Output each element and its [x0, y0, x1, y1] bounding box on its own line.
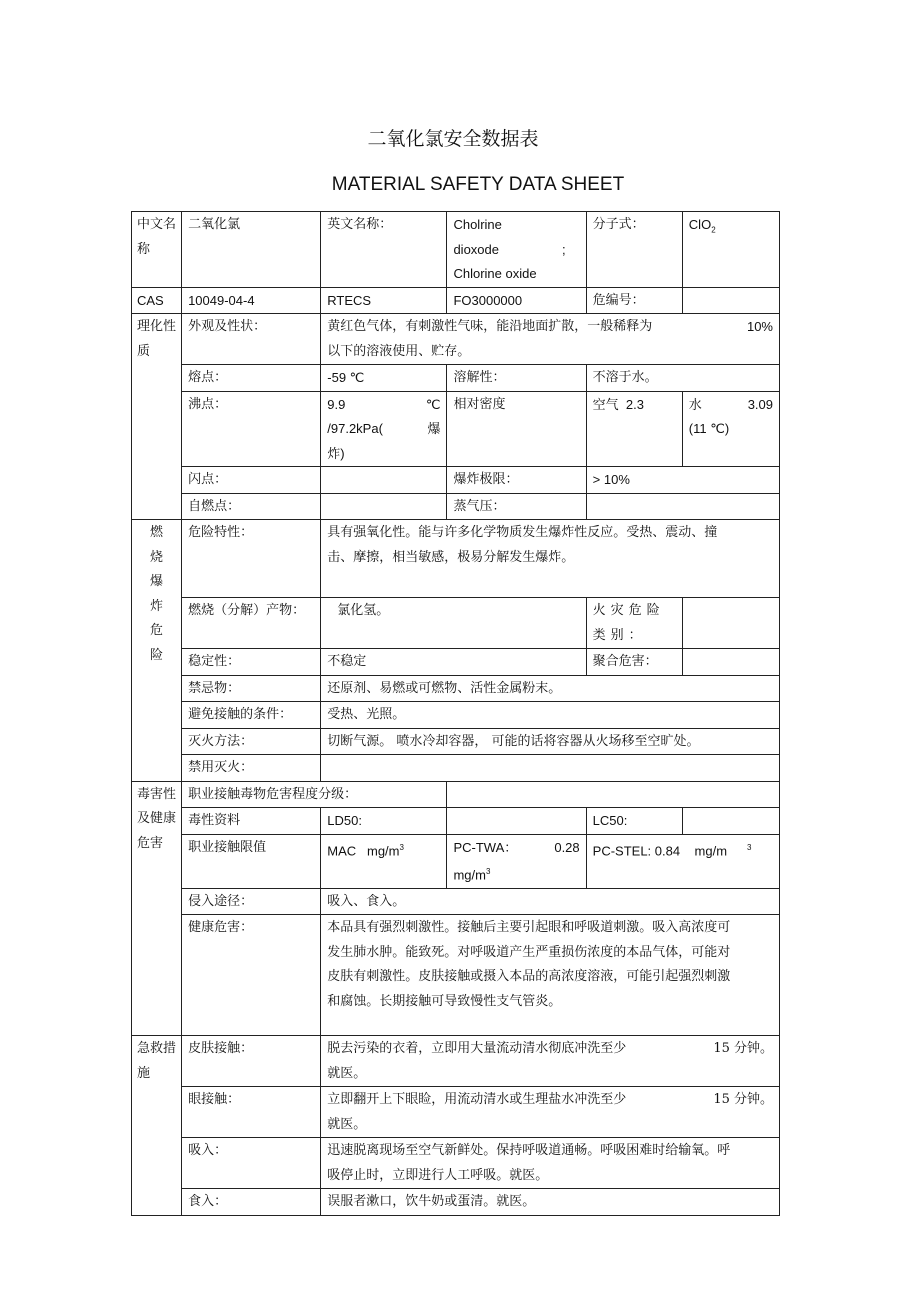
water-a: 水: [688, 396, 702, 412]
grade: [447, 781, 780, 808]
section-fire-char: 危: [150, 623, 164, 638]
document-title-en: MATERIAL SAFETY DATA SHEET: [331, 174, 625, 195]
skin-a: 脱去污染的衣着，立即用大量流动清水彻底冲洗至少: [327, 1041, 627, 1057]
table-row: [132, 1138, 780, 1189]
document-title-cn: 二氧化氯安全数据表: [367, 128, 539, 150]
bp-label: 沸点：: [182, 391, 321, 467]
forbidden-label: 禁用灭火：: [182, 755, 321, 782]
avoid-label: 避免接触的条件：: [182, 702, 321, 729]
en-name: [447, 212, 586, 288]
formula-label: 分子式：: [586, 212, 682, 288]
incompat-label: 禁忌物：: [182, 675, 321, 702]
fire-hazard-text: 具有强氧化性。能与许多化学物质发生爆炸性反应。受热、震动、撞击、摩擦，相当敏感，极易分解发生爆炸。: [327, 525, 718, 565]
eye-c: 就医。: [327, 1116, 367, 1132]
section-fire-char: 烧: [150, 549, 164, 565]
pcstel-sup: 3: [747, 842, 752, 852]
table-row: [132, 675, 780, 702]
rel-density-label: 相对密度: [447, 391, 586, 467]
table-row: [132, 888, 780, 915]
lc50-label: LC50:: [586, 808, 682, 835]
pctwa-c: mg/m: [453, 867, 486, 883]
vapor: [586, 493, 779, 520]
extinguish: 切断气源。 喷水冷却容器， 可能的话将容器从火场移至空旷处。: [321, 728, 780, 755]
table-row: [132, 834, 780, 888]
en-name-2: dioxode: [453, 241, 499, 257]
fire-class-label: 火灾危险类别：: [586, 598, 682, 649]
rtecs-label: RTECS: [321, 287, 447, 314]
vapor-label: 蒸气压：: [447, 493, 586, 520]
autoignition: [321, 493, 447, 520]
skin-b: 15 分钟。: [713, 1041, 773, 1057]
section-toxicity: 毒害性及健康危害: [132, 781, 182, 1036]
table-row: [132, 314, 780, 365]
oel-label: 职业接触限值: [182, 834, 321, 888]
health-text: 本品具有强烈刺激性。接触后主要引起眼和呼吸道刺激。吸入高浓度可发生肺水肿。能致死。对呼吸道产生严重损伤浓度的本品气体，可能对皮肤有刺激性。皮肤接触或摄入本品的高浓度溶液，可能引起强烈刺激和腐蚀。长期接触可导致慢性支气管炎。: [327, 920, 731, 1009]
formula: [682, 212, 779, 288]
section-fire-char: 燃: [150, 525, 164, 540]
pc-twa: [447, 834, 586, 888]
rtecs: FO3000000: [447, 287, 586, 314]
bp-e: 炸): [327, 445, 345, 461]
section-fire-char: 险: [150, 647, 164, 663]
bp: [321, 391, 447, 467]
avoid: 受热、光照。: [321, 702, 780, 729]
health-label: 健康危害：: [182, 915, 321, 1036]
water-c: (11 ℃): [688, 421, 730, 436]
fire-hazard-label: 危险特性：: [182, 520, 321, 598]
solubility: 不溶于水。: [586, 365, 779, 392]
appearance-label: 外观及性状：: [182, 314, 321, 365]
solubility-label: 溶解性：: [447, 365, 586, 392]
pcstel-text: PC-STEL: 0.84 mg/m: [592, 842, 728, 858]
forbidden: [321, 755, 780, 782]
ld50-value: [447, 808, 586, 835]
bp-c: /97.2kPa(: [327, 421, 383, 436]
products-label: 燃烧（分解）产物：: [182, 598, 321, 649]
appearance-a: 黄红色气体，有刺激性气味，能沿地面扩散，一般稀释为: [327, 319, 653, 334]
table-row: [132, 702, 780, 729]
table-row: [132, 1036, 780, 1087]
cn-name: 二氧化氯: [182, 212, 321, 288]
en-name-1: Cholrine: [453, 217, 502, 232]
table-row: [132, 467, 780, 494]
table-row: [132, 391, 780, 467]
appearance-c: 以下的溶液使用、贮存。: [327, 343, 471, 359]
appearance-b: 10%: [746, 319, 773, 334]
table-row: [132, 649, 780, 676]
tox-label: 毒性资料: [182, 808, 321, 835]
fire-hazard: [321, 520, 780, 598]
table-row: [132, 755, 780, 782]
table-row: [132, 520, 780, 598]
mac: [321, 834, 447, 888]
ingest: 误服者漱口，饮牛奶或蛋清。就医。: [321, 1189, 780, 1216]
section-fire-char: 爆: [150, 574, 164, 589]
extinguish-label: 灭火方法：: [182, 728, 321, 755]
hazard-no: [682, 287, 779, 314]
pctwa-sup: 3: [485, 867, 491, 876]
grade-label: 职业接触毒物危害程度分级：: [182, 781, 447, 808]
bp-b: ℃: [425, 396, 441, 412]
incompat: 还原剂、易燃或可燃物、活性金属粉末。: [321, 675, 780, 702]
explosion-label: 爆炸极限：: [447, 467, 586, 494]
table-row: [132, 728, 780, 755]
table-row: [132, 287, 780, 314]
health: [321, 915, 780, 1036]
eye-b: 15 分钟。: [713, 1092, 773, 1108]
section-fire: [132, 520, 182, 782]
skin-c: 就医。: [327, 1065, 367, 1081]
table-row: [132, 212, 780, 288]
section-physchem: 理化性质: [132, 314, 182, 520]
mp: -59 ℃: [321, 365, 447, 392]
eye-a: 立即翻开上下眼睑，用流动清水或生理盐水冲洗至少: [327, 1092, 627, 1108]
mac-text: MAC mg/m: [327, 842, 400, 858]
lc50-value: [682, 808, 779, 835]
cas: 10049-04-4: [182, 287, 321, 314]
flash-label: 闪点：: [182, 467, 321, 494]
table-row: [132, 915, 780, 1036]
mac-sup: 3: [399, 842, 404, 852]
msds-table: [131, 211, 780, 1216]
en-name-label: 英文名称：: [321, 212, 447, 288]
inhale-text: 迅速脱离现场至空气新鲜处。保持呼吸道通畅。呼吸困难时给输氧。呼吸停止时，立即进行人工呼吸。就医。: [327, 1143, 731, 1183]
mp-label: 熔点：: [182, 365, 321, 392]
explosion: > 10%: [586, 467, 779, 494]
section-fire-char: 炸: [150, 598, 164, 614]
products: 氯化氢。: [321, 598, 586, 649]
table-row: [132, 1087, 780, 1138]
skin: [321, 1036, 780, 1087]
table-row: [132, 808, 780, 835]
en-name-3: Chlorine oxide: [453, 266, 537, 281]
hazard-no-label: 危编号：: [586, 287, 682, 314]
cas-label: CAS: [132, 287, 182, 314]
skin-label: 皮肤接触：: [182, 1036, 321, 1087]
pc-stel: [586, 834, 779, 888]
inhale: [321, 1138, 780, 1189]
formula-sub: 2: [711, 225, 716, 235]
formula-text: ClO: [688, 217, 712, 232]
bp-d: 爆: [427, 421, 441, 436]
appearance: [321, 314, 780, 365]
ld50-label: LD50:: [321, 808, 447, 835]
rel-density-air: 空气 2.3: [586, 391, 682, 467]
table-row: [132, 1189, 780, 1216]
route-label: 侵入途径：: [182, 888, 321, 915]
inhale-label: 吸入：: [182, 1138, 321, 1189]
table-row: [132, 493, 780, 520]
bp-a: 9.9: [327, 396, 346, 412]
water-b: 3.09: [747, 396, 773, 412]
table-row: [132, 781, 780, 808]
autoignition-label: 自燃点：: [182, 493, 321, 520]
polymer: [682, 649, 779, 676]
eye: [321, 1087, 780, 1138]
fire-class: [682, 598, 779, 649]
table-row: [132, 598, 780, 649]
route: 吸入、食入。: [321, 888, 780, 915]
stability: 不稳定: [321, 649, 586, 676]
cn-name-label: 中文名称: [132, 212, 182, 288]
en-sep: ;: [562, 241, 566, 257]
pctwa-a: PC-TWA：: [453, 839, 518, 855]
ingest-label: 食入：: [182, 1189, 321, 1216]
table-row: [132, 365, 780, 392]
pctwa-b: 0.28: [554, 839, 580, 855]
eye-label: 眼接触：: [182, 1087, 321, 1138]
flash: [321, 467, 447, 494]
rel-density-water: [682, 391, 779, 467]
section-firstaid: 急救措施: [132, 1036, 182, 1216]
stability-label: 稳定性：: [182, 649, 321, 676]
polymer-label: 聚合危害：: [586, 649, 682, 676]
